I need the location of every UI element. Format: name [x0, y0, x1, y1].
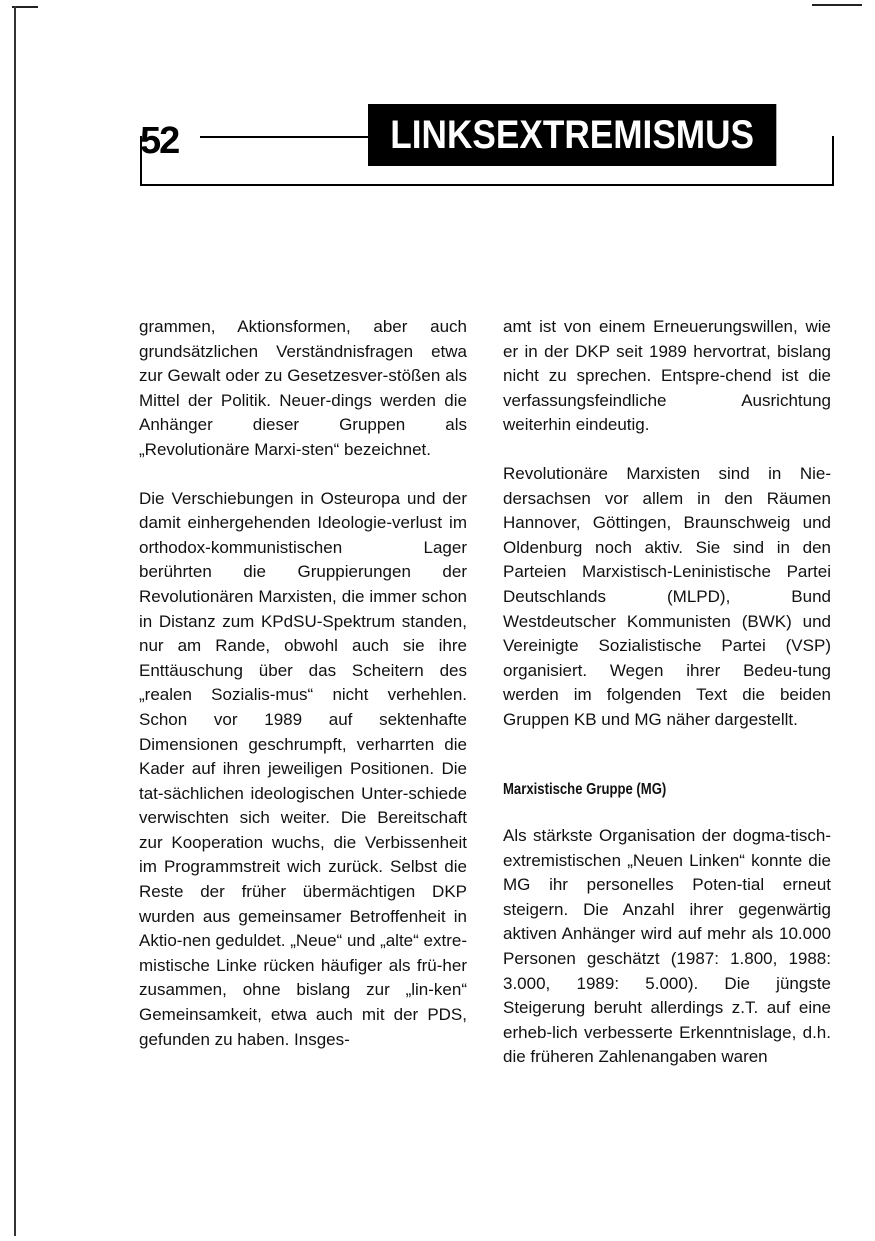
scan-artifact-left-edge [14, 6, 16, 1236]
paragraph: Revolutionäre Marxisten sind in Nie-dersachsen vor allem in den Räumen Hannover, Göttingen, Braunschweig und Oldenburg noch aktiv. Sie sind in den Parteien Marxistisch-Leninistische Partei Deutschlands (MLPD), Bund Westdeutscher Kommunisten (BWK) und Vereinigte Sozialistische Partei (VSP) organisiert. Wegen ihrer Bedeu-tung werden im folgenden Text die beiden Gruppen KB und MG näher dargestellt. [503, 463, 831, 729]
page-header [140, 100, 840, 190]
right-column [503, 315, 831, 1070]
scan-artifact-top-right [812, 4, 862, 6]
paragraph: Als stärkste Organisation der dogma-tisch-extremistischen „Neuen Linken“ konnte die MG ihr personelles Poten-tial erneut steigern. Die Anzahl ihrer gegenwärtig aktiven Anhänger wird auf mehr als 10.000 Personen geschätzt (1987: 1.800, 1988: 3.000, 1989: 5.000). Die jüngste Steigerung beruht allerdings z.T. auf eine erheb-lich verbesserte Erkenntnislage, d.h. die früheren Zahlenangaben waren [503, 826, 831, 1067]
header-rule [200, 136, 370, 138]
subheading: Marxistische Gruppe (MG) [503, 780, 667, 798]
paragraph: Die Verschiebungen in Osteuropa und der damit einhergehenden Ideologie-verlust im orthodox-kommunistischen Lager berührten die Gruppierungen der Revolutionären Marxisten, die immer schon in Distanz zum KPdSU-Spektrum standen, nur am Rande, obwohl auch sie ihre Enttäuschung über das Scheitern des „realen Sozialis-mus“ nicht verhehlen. Schon vor 1989 auf sektenhafte Dimensionen geschrumpft, verharrten die Kader auf ihren jeweiligen Positionen. Die tat-sächlichen ideologischen Unter-schiede verwischten sich weiter. Die Bereitschaft zur Kooperation wuchs, die Verbissenheit im Programmstreit wich zurück. Selbst die Reste der früher übermächtigen DKP wurden aus gemeinsamer Betroffenheit in Aktio-nen geduldet. „Neue“ und „alte“ extre-mistische Linke rücken häufiger als frü-her zusammen, ohne bislang zur „lin-ken“ Gemeinsamkeit, etwa auch mit der PDS, gefunden zu haben. Insges- [139, 488, 467, 1049]
paragraph: grammen, Aktionsformen, aber auch grundsätzlichen Verständnisfragen etwa zur Gewalt oder zu Gesetzesver-stößen als Mittel der Politik. Neuer-dings werden die Anhänger dieser Gruppen als „Revolutionäre Marxi-sten“ bezeichnet. [139, 317, 467, 459]
section-title: LINKSEXTREMISMUS [368, 104, 776, 166]
left-column [139, 315, 467, 1052]
paragraph: amt ist von einem Erneuerungswillen, wie er in der DKP seit 1989 hervortrat, bislang nicht zu sprechen. Entspre-chend ist die verfassungsfeindliche Ausrichtung weiterhin eindeutig. [503, 317, 831, 435]
page-number: 52 [140, 120, 179, 162]
